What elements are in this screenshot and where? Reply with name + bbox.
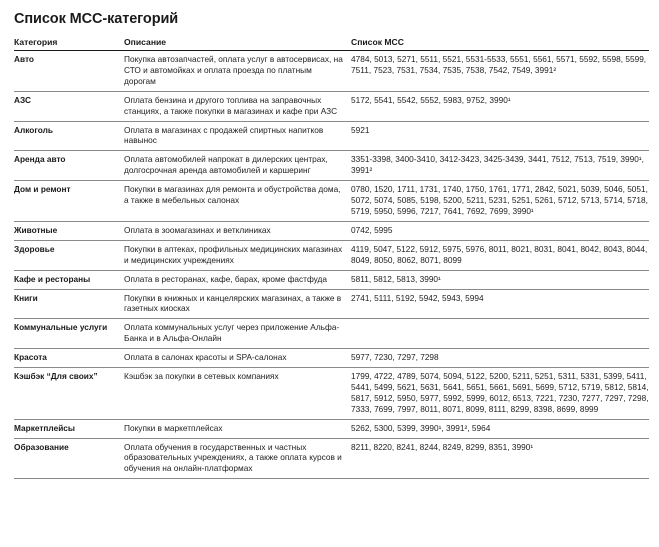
row-mcc: 5811, 5812, 5813, 3990¹ — [351, 273, 441, 284]
row-mcc — [351, 322, 649, 344]
table-row — [14, 290, 649, 320]
row-description: Оплата автомобилей напрокат в дилерских центрах, долгосрочная аренда автомобилей и каршеринг — [124, 154, 328, 176]
row-mcc: 8211, 8220, 8241, 8244, 8249, 8299, 8351, 3990¹ — [351, 441, 534, 452]
table-row — [14, 439, 649, 480]
row-category: Кэшбэк “Для своих” — [14, 371, 98, 382]
row-mcc: 4119, 5047, 5122, 5912, 5975, 5976, 8011, 8021, 8031, 8041, 8042, 8043, 8044, 8049, 8050, 8062, 8071, 8099 — [351, 243, 648, 265]
row-mcc: 5921 — [351, 124, 370, 135]
row-category: Образование — [14, 441, 69, 452]
table-row — [14, 122, 649, 152]
row-category: Красота — [14, 352, 47, 363]
row-description: Покупки в магазинах для ремонта и обустройства дома, а также в мебельных салонах — [124, 184, 341, 206]
row-mcc: 2741, 5111, 5192, 5942, 5943, 5994 — [351, 292, 484, 303]
row-category: Коммунальные услуги — [14, 322, 108, 333]
table-row — [14, 368, 649, 420]
row-mcc: 5172, 5541, 5542, 5552, 5983, 9752, 3990¹ — [351, 94, 511, 105]
row-category: Алкоголь — [14, 124, 53, 135]
header-mcc: Список МСС — [351, 37, 404, 47]
table-row — [14, 51, 649, 92]
table-row — [14, 349, 649, 368]
row-category: Животные — [14, 224, 58, 235]
header-category: Категория — [14, 37, 58, 47]
page-title: Список MCC-категорий — [14, 11, 179, 27]
row-mcc: 4784, 5013, 5271, 5511, 5521, 5531-5533, 5551, 5561, 5571, 5592, 5598, 5599, 7511, 7523, 7531, 7534, 7535, 7538, 7542, 7549, 3991² — [351, 54, 647, 75]
row-mcc: 3351-3398, 3400-3410, 3412-3423, 3425-3439, 3441, 7512, 7513, 7519, 3990¹, 3991² — [351, 154, 644, 176]
table-row — [14, 420, 649, 439]
row-mcc: 1799, 4722, 4789, 5074, 5094, 5122, 5200, 5211, 5251, 5311, 5331, 5399, 5411, 5441, 5499, 5621, 5631, 5641, 5651, 5661, 5691, 5699, 5712, 5719, 5812, 5814, 5817, 5912, 5950, 5977, 5992, 5999, 6012, 6513, 7221, 7230, 7277, 7297, 7298, 7333, 7699, 7997, 8011, 8071, 8099, 8111, 8299, 8398, 8699, 8999 — [351, 371, 649, 414]
row-description: Оплата бензина и другого топлива на заправочных станциях, а также покупки в магазинах и кафе при АЗС — [124, 94, 338, 116]
row-category: Книги — [14, 292, 38, 303]
row-category: Дом и ремонт — [14, 184, 71, 195]
row-mcc: 0742, 5995 — [351, 224, 393, 235]
row-category: Здоровье — [14, 243, 55, 254]
table-row — [14, 319, 649, 349]
table-row — [14, 181, 649, 222]
row-mcc: 5262, 5300, 5399, 3990¹, 3991², 5964 — [351, 422, 491, 433]
row-description: Оплата в зоомагазинах и ветклиниках — [124, 224, 271, 235]
table-header — [14, 33, 649, 51]
row-category: Маркетплейсы — [14, 422, 76, 433]
row-description: Оплата в салонах красоты и SPA-салонах — [124, 352, 287, 363]
row-mcc: 5977, 7230, 7297, 7298 — [351, 352, 439, 363]
row-mcc: 0780, 1520, 1711, 1731, 1740, 1750, 1761, 1771, 2842, 5021, 5039, 5046, 5051, 5072, 5074, 5085, 5198, 5200, 5211, 5231, 5251, 5261, 5712, 5713, 5714, 5718, 5719, 5950, 5996, 7217, 7641, 7692, 7699, 3990¹ — [351, 184, 648, 216]
header-description: Описание — [124, 37, 167, 47]
row-description: Покупки в книжных и канцелярских магазинах, а также в газетных киосках — [124, 292, 342, 314]
table-row — [14, 151, 649, 181]
row-description: Оплата обучения в государственных и частных образовательных учреждениях, а также оплата курсов и обучения на онлайн-платформах — [124, 441, 342, 474]
table-row — [14, 92, 649, 122]
row-description: Покупки в аптеках, профильных медицинских магазинах и медицинских учреждениях — [124, 243, 343, 265]
row-description: Кэшбэк за покупки в сетевых компаниях — [124, 371, 279, 382]
row-description: Оплата коммунальных услуг через приложение Альфа-Банка и в Альфа-Онлайн — [124, 322, 340, 344]
row-description: Покупки в маркетплейсах — [124, 422, 223, 433]
table-row — [14, 222, 649, 241]
row-category: АЗС — [14, 94, 31, 105]
row-category: Аренда авто — [14, 154, 66, 165]
row-description: Покупка автозапчастей, оплата услуг в автосервисах, на СТО и автомойках и оплата проезда по платным дорогам — [124, 54, 343, 86]
table-row — [14, 271, 649, 290]
table-row — [14, 241, 649, 271]
row-description: Оплата в магазинах с продажей спиртных напитков навынос — [124, 124, 324, 146]
row-category: Авто — [14, 54, 35, 64]
row-description: Оплата в ресторанах, кафе, барах, кроме фастфуда — [124, 273, 328, 284]
row-category: Кафе и рестораны — [14, 273, 91, 284]
